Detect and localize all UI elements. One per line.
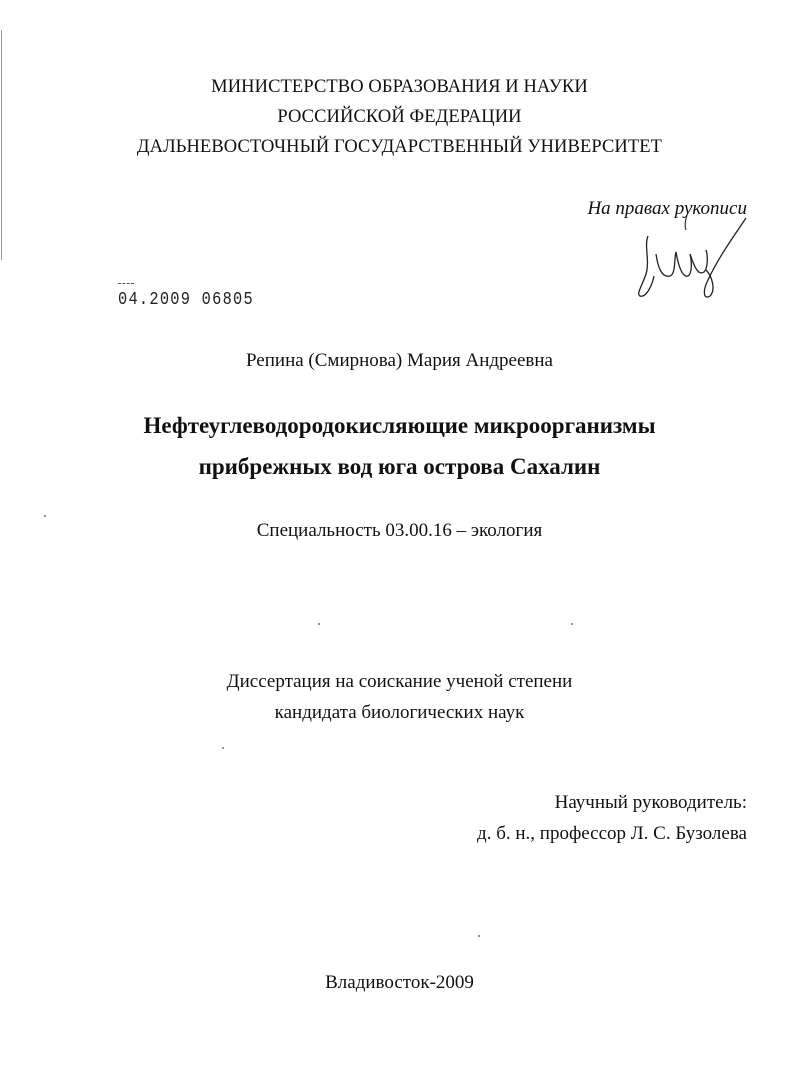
federation-heading: РОССИЙСКОЙ ФЕДЕРАЦИИ: [277, 107, 522, 127]
dissertation-title-line-1: Нефтеуглеводородокисляющие микроорганизмы: [143, 413, 656, 438]
specialty-line: Специальность 03.00.16 – экология: [256, 520, 543, 541]
scan-speck: [222, 747, 224, 749]
ministry-heading: МИНИСТЕРСТВО ОБРАЗОВАНИЯ И НАУКИ: [211, 77, 588, 97]
scan-speck: [571, 623, 573, 625]
supervisor-name: д. б. н., профессор Л. С. Бузолева: [477, 823, 747, 844]
scan-speck: [44, 515, 46, 517]
university-heading: ДАЛЬНЕВОСТОЧНЫЙ ГОСУДАРСТВЕННЫЙ УНИВЕРСИТЕТ: [136, 137, 663, 157]
manuscript-rights-note: На правах рукописи: [587, 198, 747, 219]
registration-stamp: 04.2009 06805: [118, 290, 254, 310]
stamp-tick-mark: [118, 283, 134, 286]
author-name: Репина (Смирнова) Мария Андреевна: [245, 350, 553, 371]
signature-image: [626, 206, 756, 306]
city-year: Владивосток-2009: [325, 972, 474, 993]
dissertation-title-line-2: прибрежных вод юга острова Сахалин: [198, 454, 601, 479]
degree-line-2: кандидата биологических наук: [274, 702, 525, 723]
scan-speck: [478, 935, 480, 937]
scan-speck: [318, 623, 320, 625]
degree-line-1: Диссертация на соискание ученой степени: [226, 671, 573, 692]
supervisor-label: Научный руководитель:: [554, 792, 747, 813]
